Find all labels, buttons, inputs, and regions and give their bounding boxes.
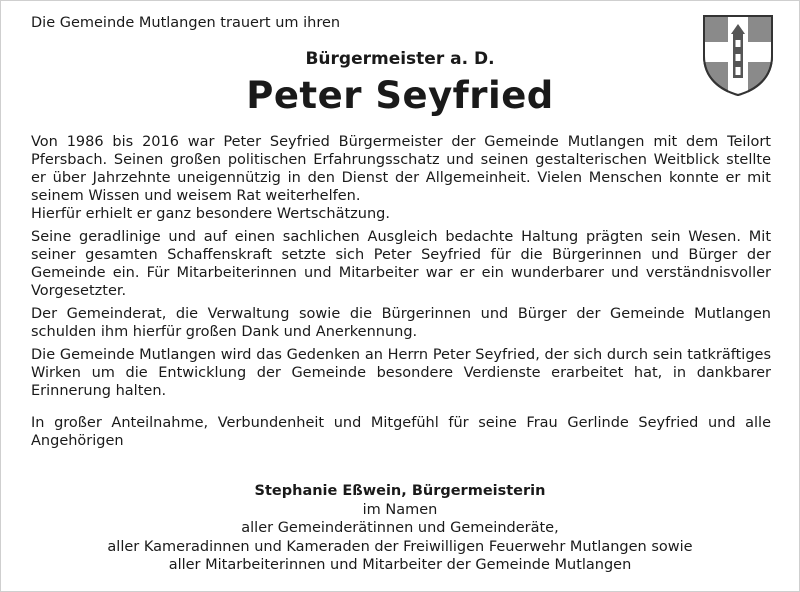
signature-line: im Namen: [362, 501, 438, 518]
paragraph: Hierfür erhielt er ganz besondere Wertschätzung.: [31, 206, 390, 222]
paragraph: Von 1986 bis 2016 war Peter Seyfried Bürgermeister der Gemeinde Mutlangen mit dem Teilort Pfersbach. Seinen großen politischen Erfahrungsschatz und seinen gestalterischen Weitblick stellte er über Jahrzehnte uneigennützig in den Dienst der Allgemeinheit. Vielen Menschen konnte er mit seinem Wissen und weisem Rat weiterhelfen.: [31, 134, 771, 204]
deceased-name: Peter Seyfried: [246, 74, 554, 117]
signature-block: [0, 482, 800, 575]
paragraph: In großer Anteilnahme, Verbundenheit und Mitgefühl für seine Frau Gerlinde Seyfried und alle Angehörigen: [31, 415, 771, 449]
signature-line: aller Gemeinderätinnen und Gemeinderäte,: [241, 520, 559, 536]
paragraph: Seine geradlinige und auf einen sachlichen Ausgleich bedachte Haltung prägten sein Wesen. Mit seiner gesamten Schaffenskraft setzte sich Peter Seyfried für die Bürgerinnen und Bürger der Gemeinde ein. Für Mitarbeiterinnen und Mitarbeiter war er ein wunderbarer und verständnisvoller Vorgesetzter.: [31, 229, 771, 299]
deceased-title: Bürgermeister a. D.: [305, 49, 495, 69]
obituary-text: [31, 133, 771, 455]
paragraph: Die Gemeinde Mutlangen wird das Gedenken an Herrn Peter Seyfried, der sich durch sein tatkräftiges Wirken um die Entwicklung der Gemeinde besondere Verdienste erarbeitet hat, in dankbarer Erinnerung halten.: [31, 347, 771, 399]
paragraph: Der Gemeinderat, die Verwaltung sowie die Bürgerinnen und Bürger der Gemeinde Mutlangen schulden ihm hierfür großen Dank und Anerkennung.: [31, 306, 771, 340]
signer-name: Stephanie Eßwein, Bürgermeisterin: [254, 483, 546, 499]
signature-line: aller Kameradinnen und Kameraden der Freiwilligen Feuerwehr Mutlangen sowie: [107, 538, 693, 555]
intro-line: Die Gemeinde Mutlangen trauert um ihren: [31, 15, 341, 31]
signature-line: aller Mitarbeiterinnen und Mitarbeiter der Gemeinde Mutlangen: [168, 557, 632, 573]
